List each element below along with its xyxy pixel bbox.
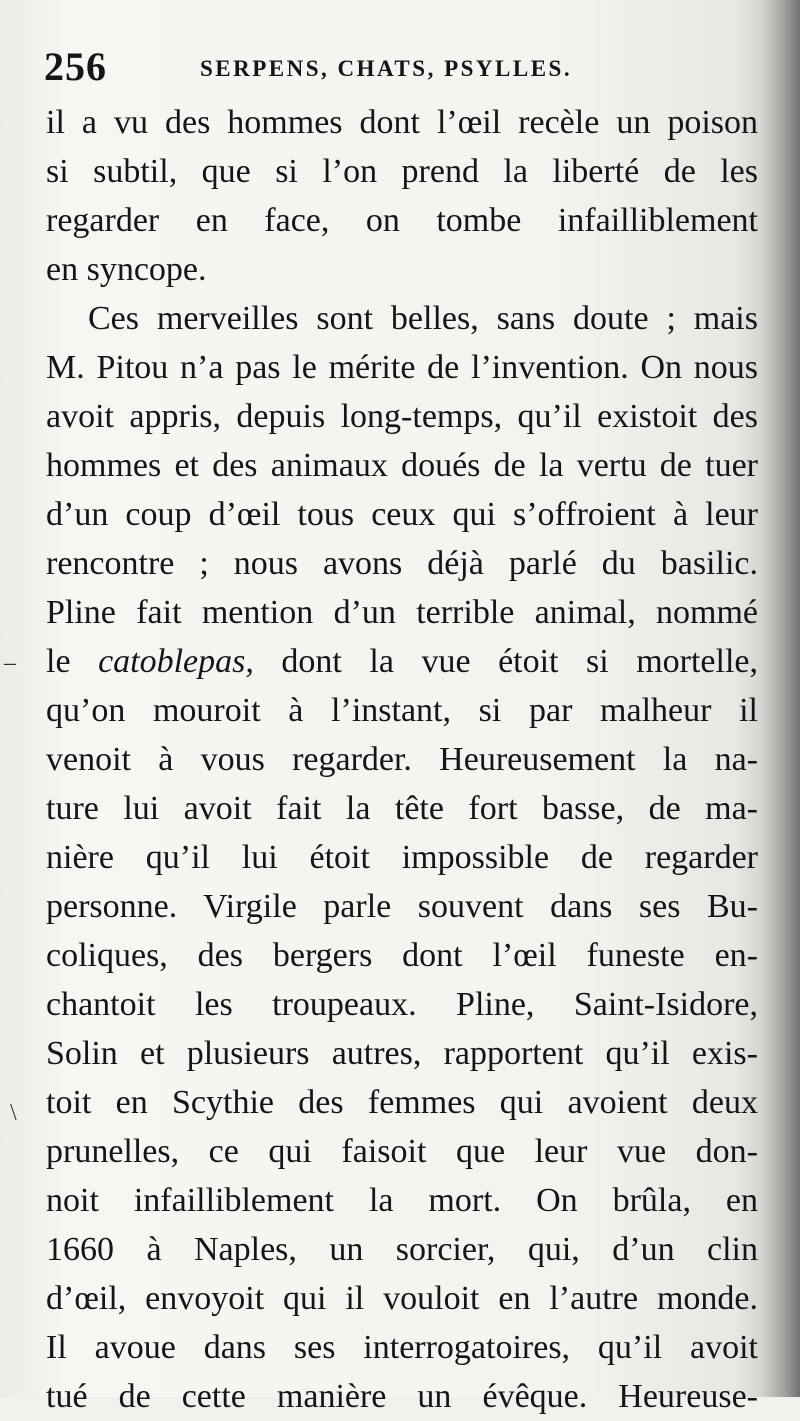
margin-mark-dash: – [4, 650, 16, 676]
text-line: qu’on mouroit à l’instant, si par malheur il [46, 692, 758, 729]
text-line: rencontre ; nous avons déjà parlé du basilic. [46, 545, 758, 582]
catoblepas-line-prefix: le [46, 643, 71, 680]
text-line: coliques, des bergers dont l’œil funeste en- [46, 937, 758, 974]
text-line: toit en Scythie des femmes qui avoient deux [46, 1084, 758, 1121]
margin-mark-backslash: \ [10, 1100, 17, 1126]
running-title: SERPENS, CHATS, PSYLLES. [200, 56, 573, 81]
text-line: en syncope. [46, 251, 207, 288]
text-line: chantoit les troupeaux. Pline, Saint-Isidore, [46, 986, 758, 1023]
text-line-catoblepas [46, 637, 758, 686]
text-line: tué de cette manière un évêque. Heureuse- [46, 1378, 758, 1415]
text-line: d’œil, envoyoit qui il vouloit en l’autre monde. [46, 1280, 758, 1317]
page-edge-shadow [762, 0, 800, 1397]
text-line: Pline fait mention d’un terrible animal, nommé [46, 594, 758, 631]
text-line: venoit à vous regarder. Heureusement la na- [46, 741, 758, 778]
body-text [46, 98, 758, 1421]
text-line: M. Pitou n’a pas le mérite de l’invention. On nous [46, 349, 758, 386]
text-line: hommes et des animaux doués de la vertu de tuer [46, 447, 758, 484]
text-line: nière qu’il lui étoit impossible de regarder [46, 839, 758, 876]
paragraph-first-line: Ces merveilles sont belles, sans doute ; mais [88, 300, 758, 337]
text-line: prunelles, ce qui faisoit que leur vue don- [46, 1133, 758, 1170]
text-line: noit infailliblement la mort. On brûla, en [46, 1182, 758, 1219]
text-line: ture lui avoit fait la tête fort basse, de ma- [46, 790, 758, 827]
text-line: regarder en face, on tombe infailliblement [46, 202, 758, 239]
text-line: 1660 à Naples, un sorcier, qui, d’un clin [46, 1231, 758, 1268]
page-number: 256 [44, 44, 107, 89]
text-line: avoit appris, depuis long-temps, qu’il existoit des [46, 398, 758, 435]
text-line: Solin et plusieurs autres, rapportent qu’il exis- [46, 1035, 758, 1072]
catoblepas-word: catoblepas, [98, 643, 254, 680]
text-line: si subtil, que si l’on prend la liberté de les [46, 153, 758, 190]
text-line: d’un coup d’œil tous ceux qui s’offroient à leur [46, 496, 758, 533]
text-line: Il avoue dans ses interrogatoires, qu’il avoit [46, 1329, 758, 1366]
page-header [44, 42, 764, 92]
text-line: il a vu des hommes dont l’œil recèle un poison [46, 104, 758, 141]
text-line: personne. Virgile parle souvent dans ses Bu- [46, 888, 758, 925]
catoblepas-line-rest: dont la vue étoit si mortelle, [281, 643, 759, 680]
